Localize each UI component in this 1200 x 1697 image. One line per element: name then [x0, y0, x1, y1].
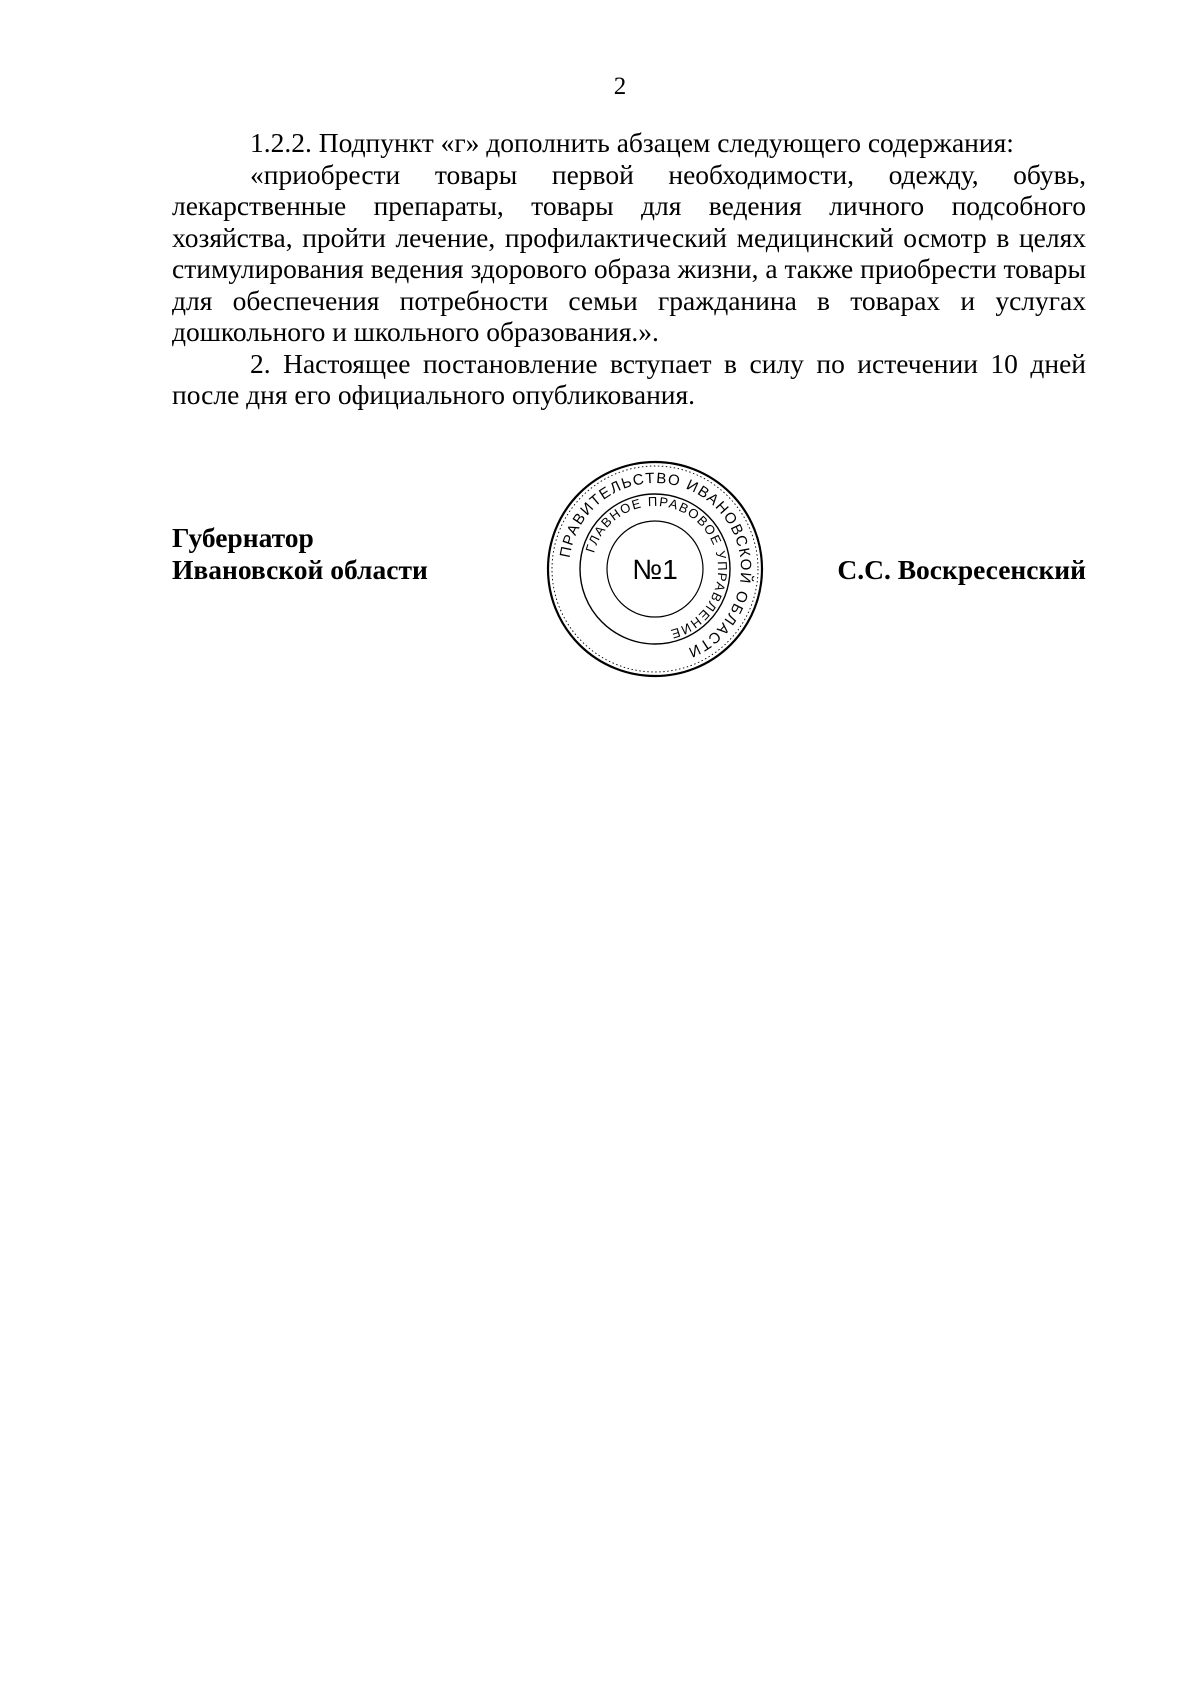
seal-outer-text: ПРАВИТЕЛЬСТВО ИВАНОВСКОЙ ОБЛАСТИ — [556, 469, 755, 662]
signatory-title — [172, 522, 428, 586]
signatory-title-line-1: Губернатор — [172, 522, 314, 553]
document-body — [172, 127, 1086, 411]
paragraph-quoted-addition: «приобрести товары первой необходимости, одежду, обувь, лекарственные препараты, товары для ведения личного подсобного хозяйства, пройти лечение, профилактический медицинский осмотр в целях стимулирования ведения здорового образа жизни, а также приобрести товары для обеспечения потребности семьи гражданина в товарах и услугах дошкольного и школьного образования.». — [172, 158, 1086, 347]
official-seal — [535, 459, 775, 679]
seal-center-number: №1 — [632, 554, 678, 585]
signatory-title-line-2: Ивановской области — [172, 554, 428, 585]
paragraph-effective-date: 2. Настоящее постановление вступает в силу по истечении 10 дней после дня его официального опубликования. — [172, 347, 1086, 410]
seal-inner-text: ГЛАВНОЕ ПРАВОВОЕ УПРАВЛЕНИЕ — [582, 493, 731, 643]
page-number: 2 — [613, 73, 627, 100]
paragraph-subclause: 1.2.2. Подпункт «г» дополнить абзацем следующего содержания: — [250, 127, 1014, 158]
signatory-name: С.С. Воскресенский — [837, 554, 1086, 585]
official-seal-graphic — [535, 459, 775, 679]
